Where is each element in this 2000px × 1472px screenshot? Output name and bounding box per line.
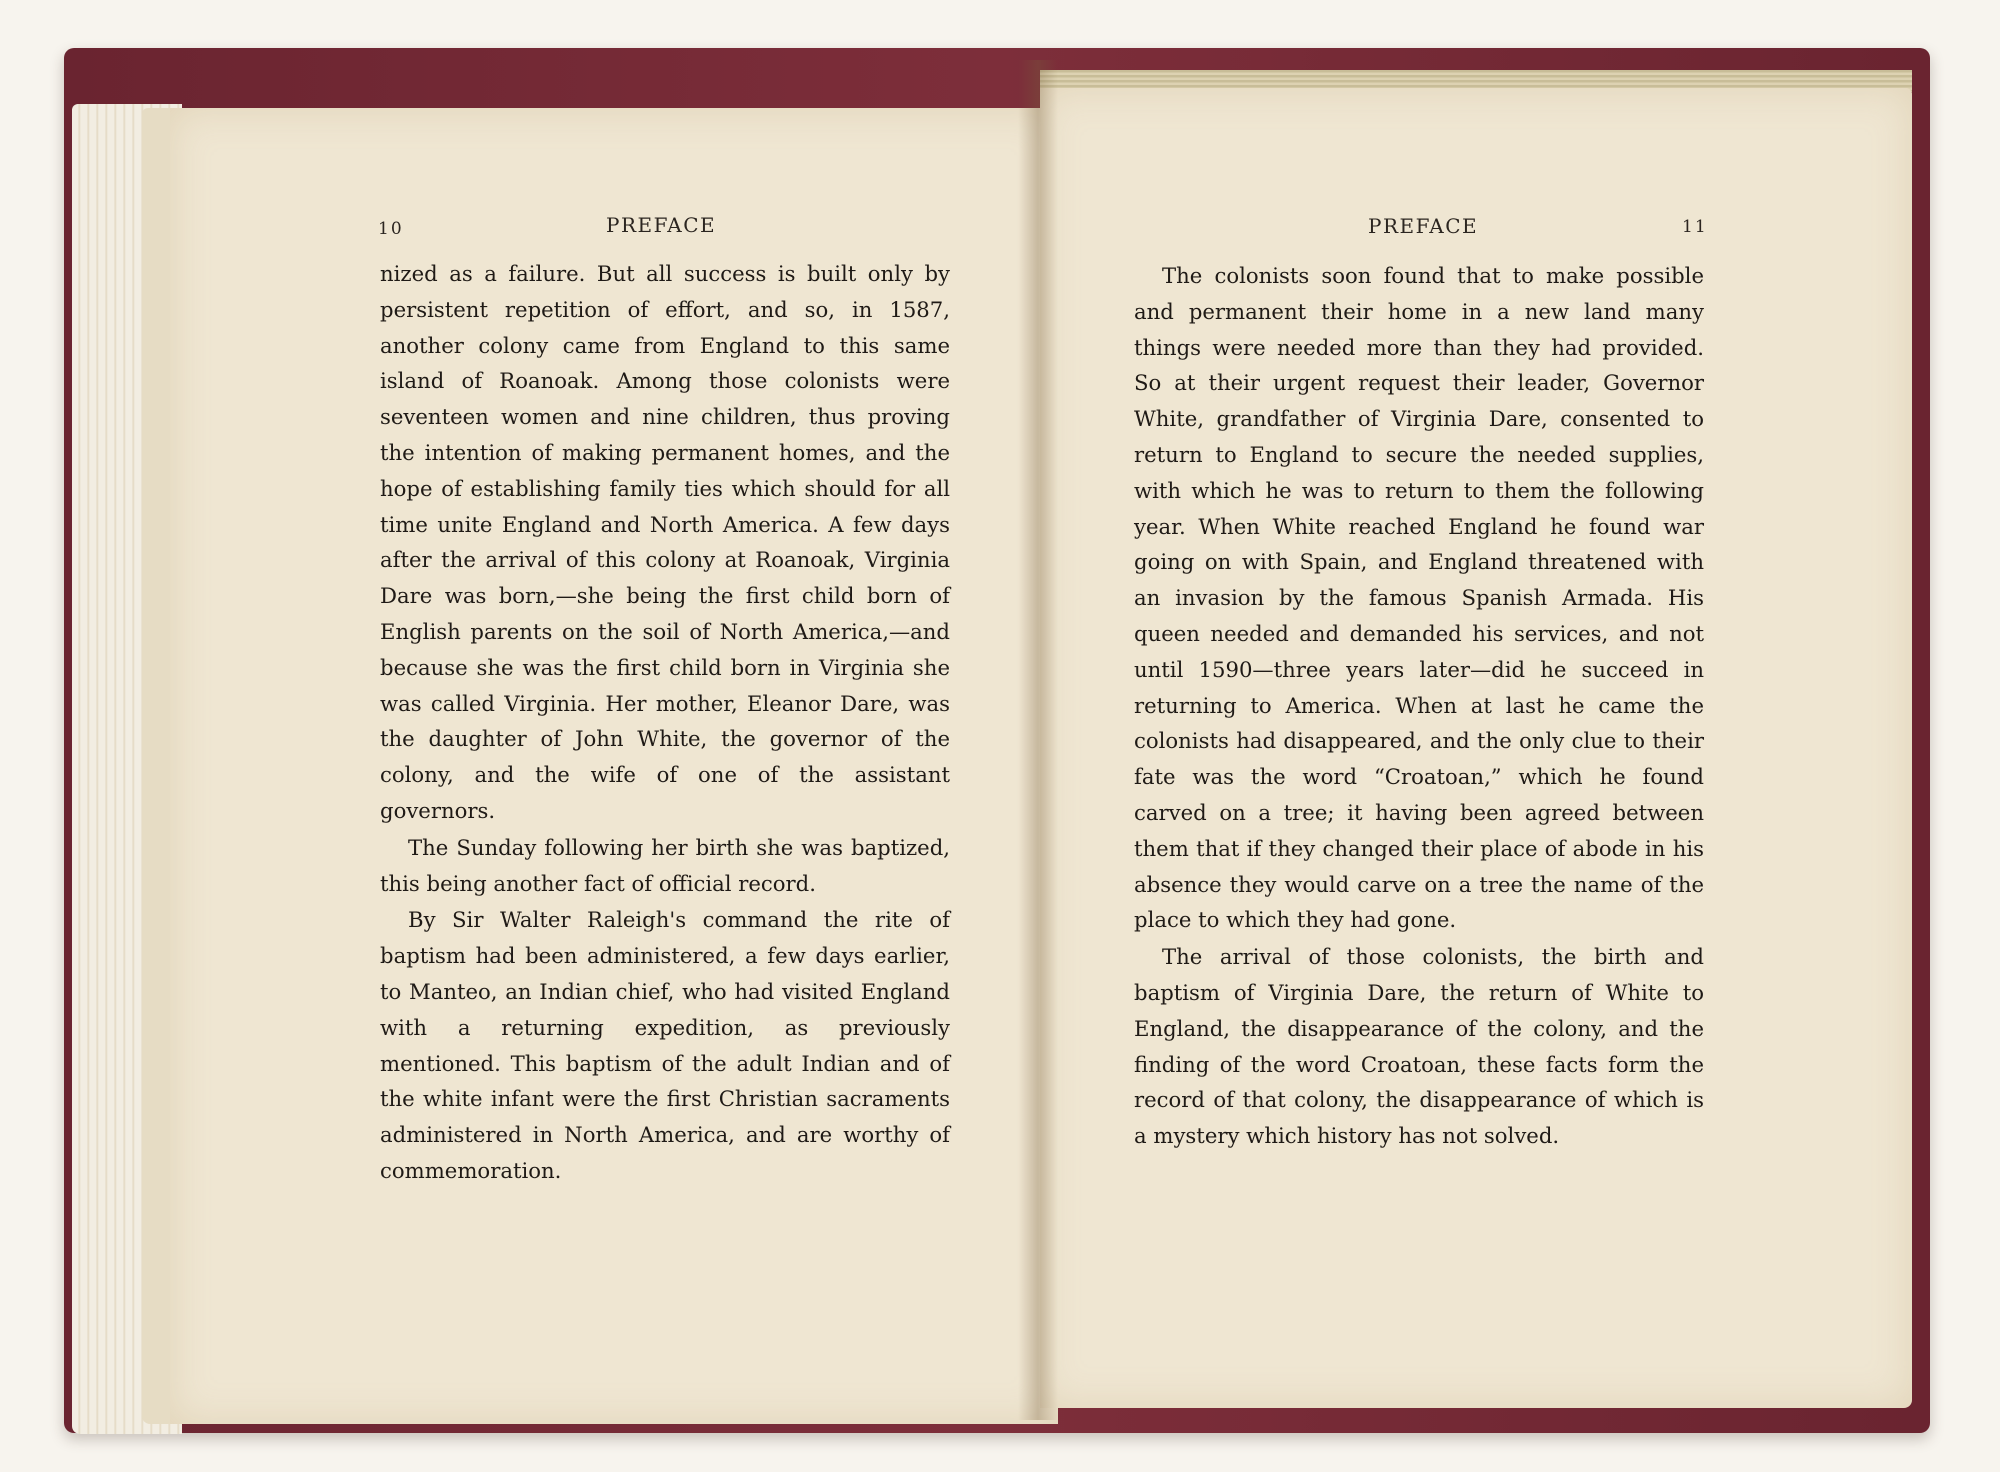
right-page-number: 11 bbox=[1682, 217, 1708, 237]
left-running-head: PREFACE bbox=[606, 213, 717, 237]
left-page-number: 10 bbox=[378, 219, 404, 239]
right-paragraph-2: The arrival of those colonists, the birth and baptism of Virginia Dare, the return of White to England, the disappearance of the colony, and the finding of the word Croatoan, these facts form the record of that colony, the disappearance of which is a mystery which history has not solved. bbox=[1134, 944, 1704, 1149]
book-gutter bbox=[1018, 60, 1058, 1420]
right-running-head: PREFACE bbox=[1368, 214, 1479, 238]
left-paragraph-3: By Sir Walter Raleigh's command the rite of baptism had been administered, a few days earlier, to Manteo, an Indian chief, who had visited England with a returning expedition, as previously mentioned. This baptism of the adult Indian and of the white infant were the first Christian sacraments administered in North America, and are worthy of commemoration. bbox=[380, 907, 950, 1183]
right-paragraph-1: The colonists soon found that to make possible and permanent their home in a new land many things were needed more than they had provided. So at their urgent request their leader, Governor White, grandfather of Virginia Dare, consented to return to England to secure the needed supplies, with which he was to return to them the following year. When White reached England he found war going on with Spain, and England threatened with an invasion by the famous Spanish Armada. His queen needed and demanded his services, and not until 1590—three years later—did he succeed in returning to America. When at last he came the colonists had disappeared, and the only clue to their fate was the word “Croatoan,” which he found carved on a tree; it having been agreed between them that if they changed their place of abode in his absence they would carve on a tree the name of the place to which they had gone. bbox=[1134, 263, 1704, 933]
left-paragraph-1: nized as a failure. But all success is built only by persistent repetition of effort, and so, in 1587, another colony came from England to this same island of Roanoak. Among those colonists were seventeen women and nine children, thus proving the intention of making permanent homes, and the hope of establishing family ties which should for all time unite England and North America. A few days after the arrival of this colony at Roanoak, Virginia Dare was born,—she being the first child born of English parents on the soil of North America,—and because she was the first child born in Virginia she was called Virginia. Her mother, Eleanor Dare, was the daughter of John White, the governor of the colony, and the wife of one of the assistant governors. bbox=[380, 261, 950, 823]
left-page-body bbox=[380, 256, 950, 1189]
right-page-body bbox=[1134, 257, 1704, 1154]
left-paragraph-2: The Sunday following her birth she was baptized, this being another fact of official record. bbox=[380, 834, 950, 896]
